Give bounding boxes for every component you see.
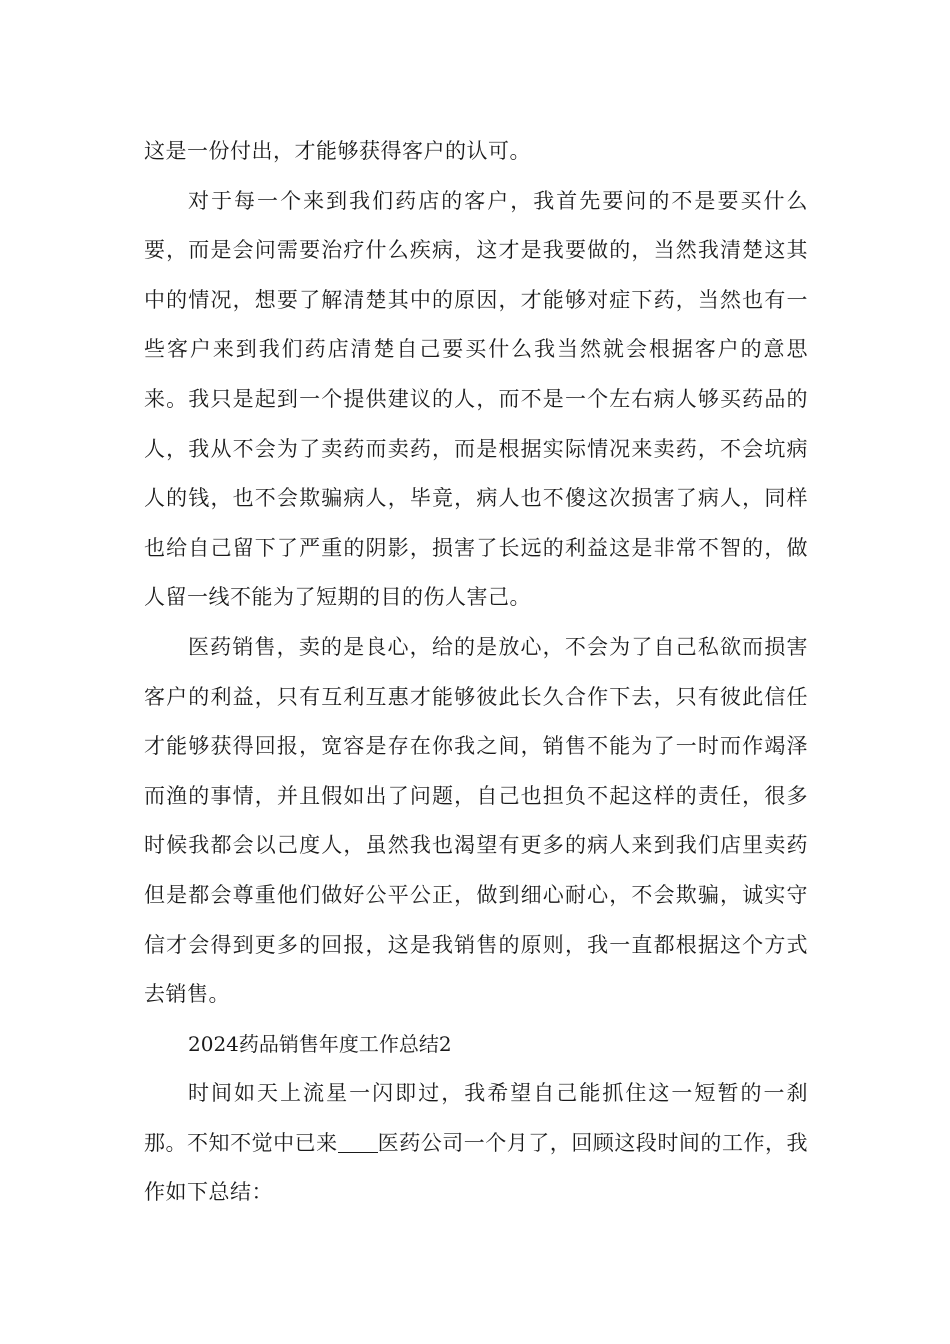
blank-underline bbox=[338, 1131, 378, 1153]
summary-intro-text-after: 医药公司一个月了，回顾这段时间的工作，我作如下总结： bbox=[144, 1130, 808, 1205]
paragraph-continuation: 这是一份付出，才能够获得客户的认可。 bbox=[144, 139, 531, 163]
section-heading: 2024药品销售年度工作总结2 bbox=[188, 1031, 452, 1056]
document-body bbox=[144, 127, 808, 1218]
paragraph-customer-service: 对于每一个来到我们药店的客户，我首先要问的不是要买什么要，而是会问需要治疗什么疾病，这才是我要做的，当然我清楚这其中的情况，想要了解清楚其中的原因，才能够对症下药，当然也有一些客户来到我们药店清楚自己要买什么我当然就会根据客户的意思来。我只是起到一个提供建议的人，而不是一个左右病人够买药品的人，我从不会为了卖药而卖药，而是根据实际情况来卖药，不会坑病人的钱，也不会欺骗病人，毕竟，病人也不傻这次损害了病人，同样也给自己留下了严重的阴影，损害了长远的利益这是非常不智的，做人留一线不能为了短期的目的伤人害己。 bbox=[144, 188, 808, 610]
paragraph-sales-principle: 医药销售，卖的是良心，给的是放心，不会为了自己私欲而损害客户的利益，只有互利互惠才能够彼此长久合作下去，只有彼此信任才能够获得回报，宽容是存在你我之间，销售不能为了一时而作竭泽而渔的事情，并且假如出了问题，自己也担负不起这样的责任，很多时候我都会以己度人，虽然我也渴望有更多的病人来到我们店里卖药但是都会尊重他们做好公平公正，做到细心耐心，不会欺骗，诚实守信才会得到更多的回报，这是我销售的原则，我一直都根据这个方式去销售。 bbox=[144, 634, 808, 1007]
paragraph-summary-intro bbox=[144, 1069, 808, 1218]
summary-intro-text-before: 时间如天上流星一闪即过，我希望自己能抓住这一短暂的一刹那。不知不觉中已来 bbox=[144, 1081, 808, 1155]
